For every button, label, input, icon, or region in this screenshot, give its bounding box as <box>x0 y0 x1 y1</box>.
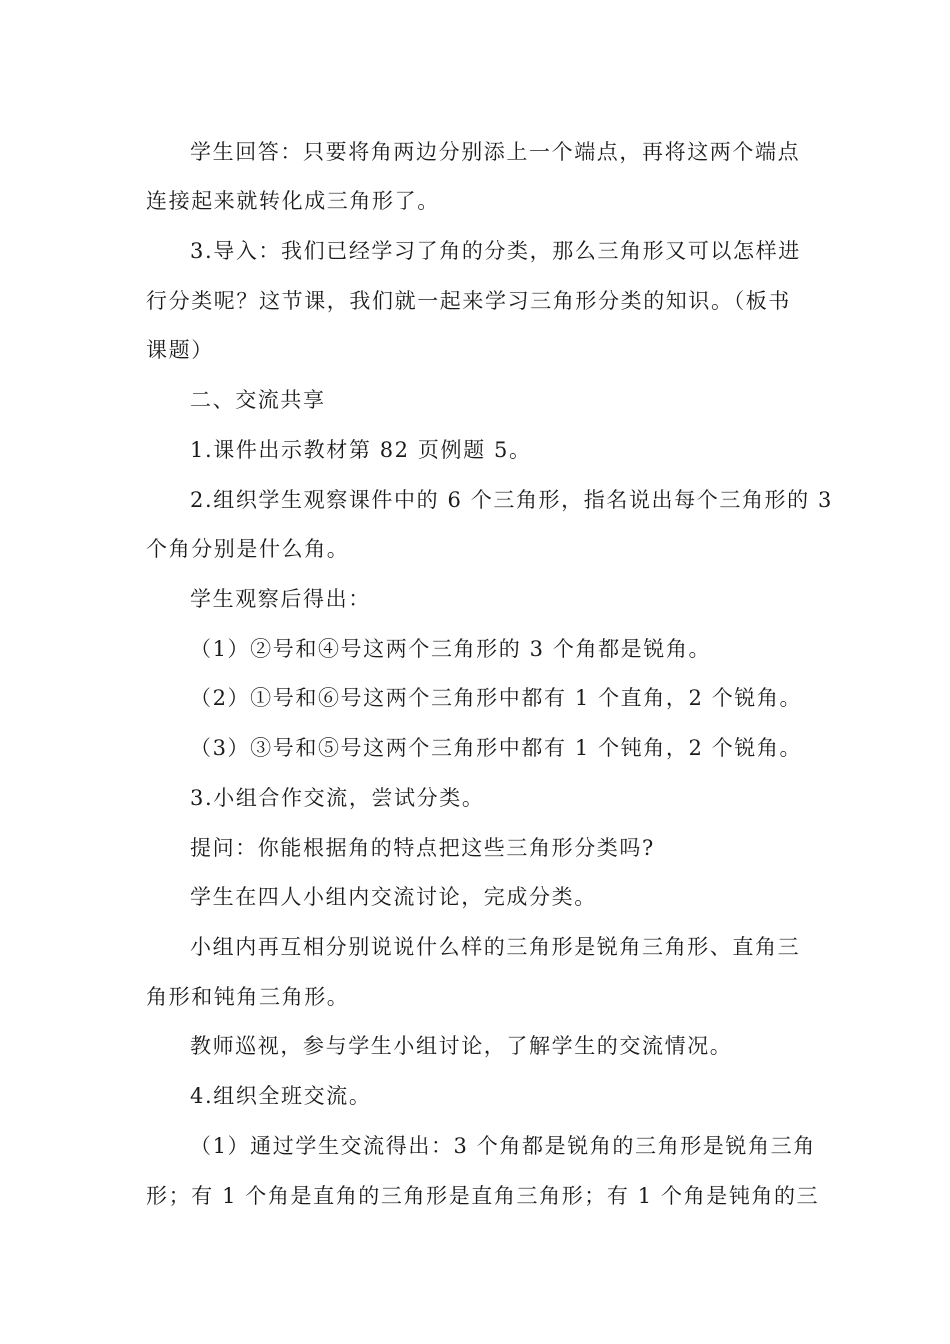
paragraph-line: 4.组织全班交流。 <box>190 1084 372 1108</box>
paragraph-line: 学生在四人小组内交流讨论，完成分类。 <box>190 885 597 909</box>
paragraph-line: 提问：你能根据角的特点把这些三角形分类吗? <box>190 836 655 860</box>
paragraph-line: 课题） <box>146 338 214 362</box>
list-item: （1）②号和④号这两个三角形的 3 个角都是锐角。 <box>190 637 712 661</box>
list-item: （1）通过学生交流得出：3 个角都是锐角的三角形是锐角三角 <box>190 1134 816 1158</box>
paragraph-line: 3.导入：我们已经学习了角的分类，那么三角形又可以怎样进 <box>190 239 801 263</box>
paragraph-line: 学生回答：只要将角两边分别添上一个端点，再将这两个端点 <box>190 140 801 164</box>
paragraph-line: 小组内再互相分别说说什么样的三角形是锐角三角形、直角三 <box>190 935 801 959</box>
paragraph-line: 形；有 1 个角是直角的三角形是直角三角形；有 1 个角是钝角的三 <box>146 1184 820 1208</box>
section-heading: 二、交流共享 <box>190 388 326 412</box>
list-item: （3）③号和⑤号这两个三角形中都有 1 个钝角，2 个锐角。 <box>190 736 803 760</box>
paragraph-line: 3.小组合作交流，尝试分类。 <box>190 786 485 810</box>
paragraph-line: 1.课件出示教材第 82 页例题 5。 <box>190 438 532 462</box>
paragraph-line: 教师巡视，参与学生小组讨论，了解学生的交流情况。 <box>190 1034 733 1058</box>
paragraph-line: 角形和钝角三角形。 <box>146 985 350 1009</box>
paragraph-line: 连接起来就转化成三角形了。 <box>146 189 440 213</box>
paragraph-line: 个角分别是什么角。 <box>146 537 350 561</box>
paragraph-line: 2.组织学生观察课件中的 6 个三角形，指名说出每个三角形的 3 <box>190 488 833 512</box>
paragraph-line: 行分类呢？这节课，我们就一起来学习三角形分类的知识。（板书 <box>146 289 791 313</box>
list-item: （2）①号和⑥号这两个三角形中都有 1 个直角，2 个锐角。 <box>190 686 803 710</box>
paragraph-line: 学生观察后得出： <box>190 587 371 611</box>
